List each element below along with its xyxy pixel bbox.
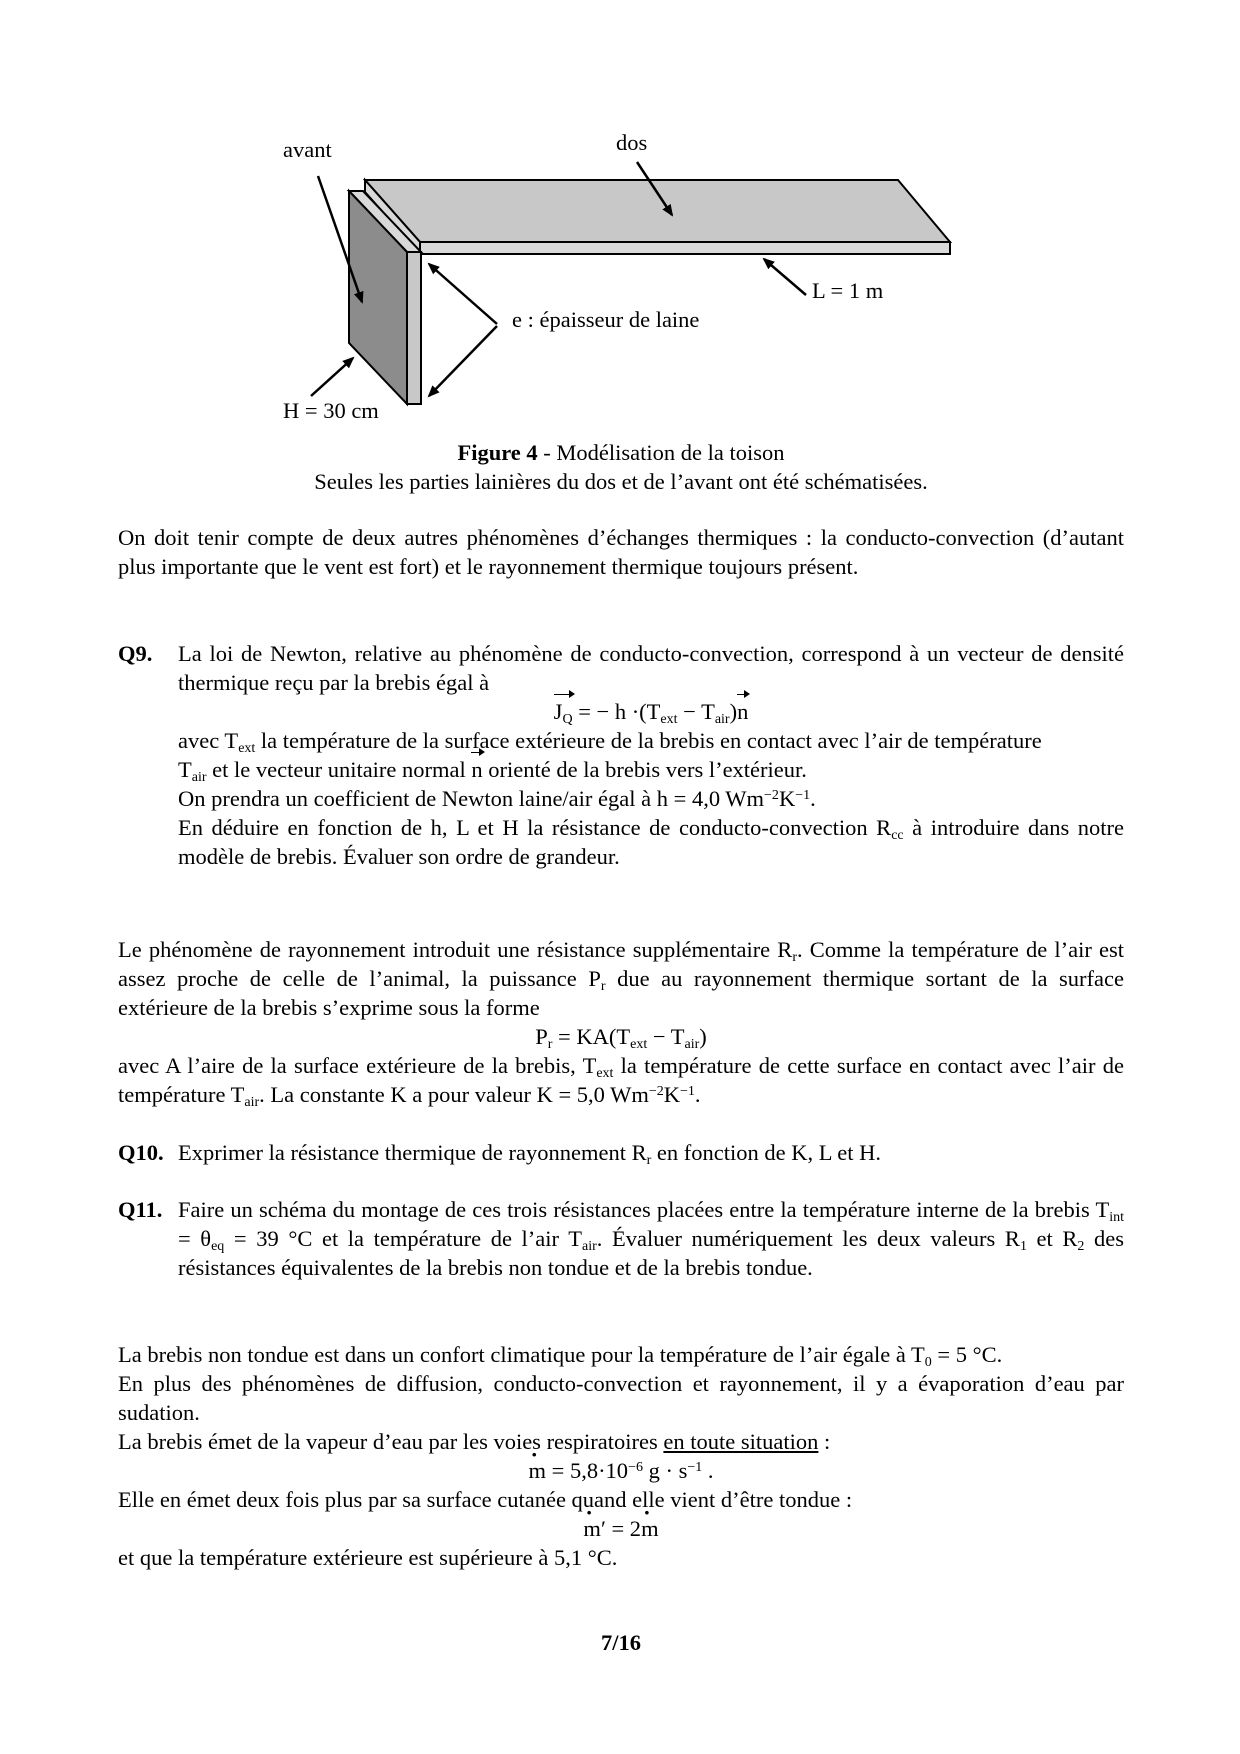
q11-label: Q11. [118,1197,163,1222]
final-equation-2: m ·′ = 2m · [118,1514,1124,1543]
thickness-arrow-bottom [429,326,497,396]
q10-label: Q10. [118,1140,164,1165]
back-plank-top [365,180,950,242]
label-length: L = 1 m [812,278,884,303]
back-plank-front-edge [420,242,950,254]
q9-label: Q9. [118,641,153,666]
page-number: 7/16 [600,1630,641,1655]
q11-body: Faire un schéma du montage de ces trois résistances placées entre la température interne de la brebis $T_{int} = \theta_{eq} = 39$ °C et la température de l’air $T_{air}$. Évaluer numériquement les deux valeurs $R_1$ et $R_2$ des résistances équivalentes de la brebis non tondue et de la brebis tondue. [178,1197,1125,1280]
final-equation-1: m · = $5,8\cdot 10^{-6}$ $g \cdot s^{-1}$ . [118,1456,1124,1485]
q9-line1: La loi de Newton, relative au phénomène de conducto-convection, correspond à un vecteur de densité thermique reçu par la brebis égal à [178,641,1124,695]
thickness-arrow-top [429,264,497,324]
intro-paragraph: On doit tenir compte de deux autres phénomènes d’échanges thermiques : la conducto-convection (d’autant plus importante que le vent est fort) et le rayonnement thermique toujours présent. [118,525,1124,579]
label-dos: dos [616,130,648,155]
label-avant: avant [283,137,332,162]
label-thickness: e : épaisseur de laine [512,307,700,332]
q10-body: Exprimer la résistance thermique de rayonnement $R_r$ en fonction de K, L et H. [178,1140,881,1168]
label-height: H = 30 cm [283,398,379,423]
front-plank-front-edge [407,252,421,404]
radiation-paragraph-2: avec A l’aire de la surface extérieure de la brebis, $T_{ext}$ la température de cette surface en contact avec l’air de température $T_{air}$. La constante K a pour valeur K = 5,0 $Wm^{-2}K^{-1}$. [118,1053,1124,1110]
figure-caption: Figure 4 - Modélisation de la toison Seules les parties lainières du dos et de l’avant ont été schématisées. [314,440,928,494]
final-section: La brebis non tondue est dans un confort climatique pour la température de l’air égale à $T_0 = 5$ °C. En plus des phénomènes de diffusion, conducto-convection et rayonnement, il y a évaporation d’eau par sudation. La brebis émet de la vapeur d’eau par les voies respiratoires en toute situation : m · = $5,8\cdot 10^{-6}$ $g \cdot s^{-1}$ . Elle en émet deux fois plus par sa surface cutanée quand elle vient d’être tondue : m ·′ = 2m · et que la température extérieure est supérieure à 5,1 °C. [118,1340,1124,1572]
q9-equation: $J_Q$ = − $h \cdot(T_{ext} - T_{air})n$ [553,699,749,727]
height-arrow [311,358,353,396]
length-arrow [764,259,806,295]
q9-body: avec $T_{ext}$ la température de la surface extérieure de la brebis en contact avec l’air de température $T_{air}$ et le vecteur unitaire normal n orienté de la brebis vers l’extérieur. On prendra un coefficient de Newton laine/air égal à h = 4,0 $Wm^{-2}K^{-1}$. En déduire en fonction de h, L et H la résistance de conducto-convection $R_{cc}$ à introduire dans notre modèle de brebis. Évaluer son ordre de grandeur. [178,728,1125,869]
radiation-equation: $P_r = KA(T_{ext} - T_{air})$ [535,1024,707,1052]
radiation-paragraph: Le phénomène de rayonnement introduit une résistance supplémentaire $R_r$. Comme la température de l’air est assez proche de celle de l’animal, la puissance $P_r$ due au rayonnement thermique sortant de la surface extérieure de la brebis s’exprime sous la forme [118,937,1125,1020]
